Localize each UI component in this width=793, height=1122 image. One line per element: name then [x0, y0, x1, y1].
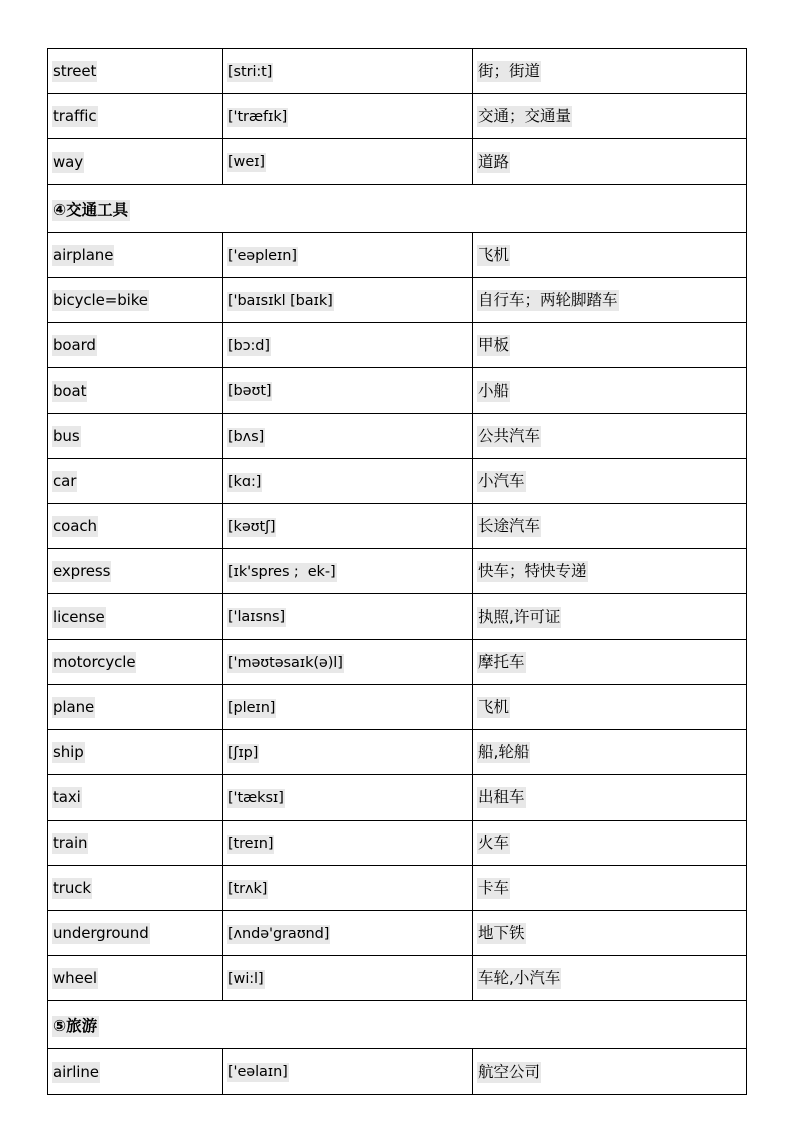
meaning-value: 道路 — [478, 152, 510, 171]
table-row — [48, 139, 747, 184]
phonetic-cell — [223, 956, 473, 1001]
meaning-value: 小汽车 — [478, 471, 525, 490]
word-cell — [48, 820, 223, 865]
section-header-cell — [48, 1001, 747, 1049]
word-cell-inner — [48, 956, 222, 1000]
meaning-cell — [473, 458, 747, 503]
word-cell-inner — [48, 866, 222, 910]
meaning-cell — [473, 910, 747, 955]
word-cell — [48, 910, 223, 955]
word-cell-inner — [48, 233, 222, 277]
phonetic-cell — [223, 1049, 473, 1094]
phonetic-cell — [223, 277, 473, 322]
phonetic-cell — [223, 413, 473, 458]
meaning-cell-inner — [473, 595, 746, 639]
meaning-value: 飞机 — [478, 245, 510, 264]
word-value: plane — [53, 698, 95, 717]
word-value: ship — [53, 743, 84, 762]
phonetic-value: [bɔ:d] — [228, 338, 270, 355]
word-value: wheel — [53, 969, 97, 988]
phonetic-value: [stri:t] — [228, 64, 273, 80]
word-value: airplane — [53, 245, 114, 264]
phonetic-value: [weɪ] — [228, 154, 265, 171]
word-cell-inner — [48, 730, 222, 774]
meaning-cell — [473, 94, 747, 139]
meaning-value: 街；街道 — [478, 62, 541, 81]
vocabulary-table-body — [48, 49, 747, 1095]
meaning-cell — [473, 503, 747, 548]
table-row — [48, 820, 747, 865]
word-value: express — [53, 562, 111, 581]
phonetic-value: [pleɪn] — [228, 699, 276, 716]
word-cell — [48, 730, 223, 775]
meaning-cell — [473, 139, 747, 184]
meaning-value: 船,轮船 — [478, 743, 530, 762]
phonetic-cell-inner — [223, 730, 472, 774]
phonetic-cell-inner — [223, 1049, 472, 1093]
word-cell — [48, 956, 223, 1001]
word-value: bus — [53, 426, 80, 445]
meaning-value: 自行车；两轮脚踏车 — [478, 291, 618, 310]
phonetic-value: [ʃɪp] — [228, 745, 259, 762]
meaning-value: 公共汽车 — [478, 426, 541, 445]
meaning-cell — [473, 956, 747, 1001]
meaning-cell — [473, 594, 747, 639]
phonetic-cell — [223, 94, 473, 139]
word-cell-inner — [48, 49, 222, 93]
phonetic-cell-inner — [223, 94, 472, 138]
meaning-cell-inner — [473, 278, 746, 322]
word-cell — [48, 458, 223, 503]
phonetic-cell — [223, 368, 473, 413]
meaning-cell — [473, 820, 747, 865]
phonetic-cell-inner — [223, 775, 472, 819]
meaning-value: 交通；交通量 — [478, 107, 572, 126]
table-row — [48, 865, 747, 910]
word-value: underground — [53, 924, 149, 943]
table-row — [48, 775, 747, 820]
phonetic-cell — [223, 49, 473, 94]
meaning-cell-inner — [473, 775, 746, 819]
word-value: taxi — [53, 788, 81, 807]
table-row — [48, 684, 747, 729]
table-row — [48, 549, 747, 594]
word-value: board — [53, 336, 96, 355]
meaning-cell-inner — [473, 459, 746, 503]
meaning-value: 出租车 — [478, 788, 525, 807]
section-header-row — [48, 1001, 747, 1049]
phonetic-cell — [223, 549, 473, 594]
word-cell — [48, 639, 223, 684]
meaning-cell-inner — [473, 866, 746, 910]
phonetic-value: [ɪk'spres ; ek-] — [228, 564, 336, 581]
word-value: motorcycle — [53, 652, 136, 671]
table-row — [48, 232, 747, 277]
table-row — [48, 94, 747, 139]
meaning-cell-inner — [473, 549, 746, 593]
word-cell-inner — [48, 459, 222, 503]
meaning-value: 车轮,小汽车 — [478, 969, 561, 988]
phonetic-value: [ʌndə'graʊnd] — [228, 925, 330, 942]
meaning-cell-inner — [473, 911, 746, 955]
phonetic-value: [wi:l] — [228, 971, 264, 988]
meaning-value: 长途汽车 — [478, 517, 541, 536]
phonetic-cell — [223, 458, 473, 503]
word-cell — [48, 368, 223, 413]
phonetic-cell-inner — [223, 685, 472, 729]
word-cell — [48, 139, 223, 184]
word-value: truck — [53, 878, 91, 897]
phonetic-cell — [223, 820, 473, 865]
phonetic-value: ['baɪsɪkl [baɪk] — [228, 292, 333, 309]
phonetic-value: ['træfɪk] — [228, 109, 288, 126]
phonetic-cell — [223, 684, 473, 729]
word-cell-inner — [48, 369, 222, 413]
word-cell — [48, 277, 223, 322]
meaning-cell-inner — [473, 730, 746, 774]
meaning-cell-inner — [473, 369, 746, 413]
table-row — [48, 910, 747, 955]
phonetic-cell-inner — [223, 368, 472, 412]
phonetic-cell — [223, 775, 473, 820]
meaning-cell — [473, 323, 747, 368]
phonetic-value: ['eəpleɪn] — [228, 247, 297, 264]
phonetic-cell-inner — [223, 911, 472, 955]
meaning-cell-inner — [473, 821, 746, 865]
word-cell-inner — [48, 94, 222, 138]
meaning-cell-inner — [473, 640, 746, 684]
table-row — [48, 323, 747, 368]
meaning-value: 地下铁 — [478, 924, 525, 943]
meaning-cell — [473, 639, 747, 684]
meaning-cell — [473, 232, 747, 277]
word-cell-inner — [48, 685, 222, 729]
word-cell-inner — [48, 504, 222, 548]
phonetic-value: [bəʊt] — [228, 383, 272, 400]
word-cell — [48, 94, 223, 139]
word-cell-inner — [48, 640, 222, 684]
meaning-value: 火车 — [478, 833, 510, 852]
section-header-inner — [48, 185, 746, 232]
meaning-cell-inner — [473, 49, 746, 93]
meaning-cell-inner — [473, 414, 746, 458]
section-header-cell — [48, 184, 747, 232]
word-value: airline — [53, 1062, 99, 1081]
meaning-value: 甲板 — [478, 336, 510, 355]
meaning-value: 快车；特快专递 — [478, 562, 587, 581]
phonetic-cell-inner — [223, 278, 472, 322]
meaning-cell — [473, 775, 747, 820]
meaning-cell — [473, 413, 747, 458]
phonetic-cell-inner — [223, 233, 472, 277]
meaning-value: 卡车 — [478, 878, 510, 897]
meaning-cell — [473, 49, 747, 94]
phonetic-value: [treɪn] — [228, 835, 274, 852]
meaning-value: 航空公司 — [478, 1062, 541, 1081]
meaning-cell — [473, 1049, 747, 1094]
word-cell-inner — [48, 595, 222, 639]
phonetic-value: ['məʊtəsaɪk(ə)l] — [228, 654, 343, 671]
phonetic-value: [kəʊtʃ] — [228, 518, 276, 535]
table-row — [48, 458, 747, 503]
meaning-value: 小船 — [478, 381, 510, 400]
word-value: traffic — [53, 107, 97, 126]
word-cell-inner — [48, 549, 222, 593]
meaning-cell-inner — [473, 956, 746, 1000]
meaning-cell — [473, 684, 747, 729]
table-row — [48, 639, 747, 684]
word-cell-inner — [48, 911, 222, 955]
word-cell — [48, 594, 223, 639]
table-row — [48, 277, 747, 322]
word-cell — [48, 1049, 223, 1094]
word-cell-inner — [48, 1050, 222, 1094]
word-cell-inner — [48, 278, 222, 322]
phonetic-cell — [223, 232, 473, 277]
section-title: ⑤旅游 — [53, 1017, 98, 1036]
word-value: street — [53, 62, 97, 81]
word-value: train — [53, 833, 88, 852]
vocabulary-table — [47, 48, 747, 1095]
phonetic-cell-inner — [223, 956, 472, 1000]
phonetic-cell-inner — [223, 594, 472, 638]
word-cell — [48, 684, 223, 729]
meaning-cell-inner — [473, 685, 746, 729]
phonetic-cell — [223, 323, 473, 368]
meaning-cell-inner — [473, 323, 746, 367]
table-row — [48, 956, 747, 1001]
phonetic-cell — [223, 594, 473, 639]
phonetic-cell — [223, 730, 473, 775]
phonetic-value: ['laɪsns] — [228, 609, 286, 626]
table-row — [48, 49, 747, 94]
meaning-cell — [473, 549, 747, 594]
phonetic-cell-inner — [223, 640, 472, 684]
word-value: bicycle=bike — [53, 291, 148, 310]
word-cell-inner — [48, 140, 222, 184]
word-value: license — [53, 607, 105, 626]
word-cell — [48, 232, 223, 277]
word-cell — [48, 865, 223, 910]
meaning-cell — [473, 730, 747, 775]
phonetic-value: [trʌk] — [228, 880, 268, 897]
section-header-row — [48, 184, 747, 232]
word-value: car — [53, 471, 77, 490]
word-cell — [48, 503, 223, 548]
table-row — [48, 1049, 747, 1094]
word-value: boat — [53, 381, 87, 400]
meaning-cell-inner — [473, 1050, 746, 1094]
word-cell-inner — [48, 323, 222, 367]
meaning-cell — [473, 865, 747, 910]
phonetic-cell — [223, 139, 473, 184]
phonetic-value: [kɑ:] — [228, 473, 262, 490]
phonetic-cell-inner — [223, 549, 472, 593]
word-cell-inner — [48, 775, 222, 819]
phonetic-value: ['eəlaɪn] — [228, 1064, 288, 1081]
table-row — [48, 413, 747, 458]
phonetic-cell-inner — [223, 323, 472, 367]
meaning-value: 摩托车 — [478, 652, 525, 671]
phonetic-cell-inner — [223, 821, 472, 865]
word-value: way — [53, 152, 84, 171]
phonetic-cell-inner — [223, 866, 472, 910]
table-row — [48, 730, 747, 775]
word-cell — [48, 549, 223, 594]
word-cell-inner — [48, 414, 222, 458]
phonetic-cell — [223, 639, 473, 684]
meaning-cell-inner — [473, 94, 746, 138]
meaning-cell — [473, 277, 747, 322]
meaning-cell-inner — [473, 233, 746, 277]
meaning-cell-inner — [473, 140, 746, 184]
word-cell — [48, 775, 223, 820]
word-cell — [48, 323, 223, 368]
word-cell — [48, 413, 223, 458]
section-title: ④交通工具 — [53, 200, 129, 219]
table-row — [48, 368, 747, 413]
phonetic-cell — [223, 910, 473, 955]
word-value: coach — [53, 517, 97, 536]
phonetic-value: ['tæksɪ] — [228, 790, 284, 807]
phonetic-cell-inner — [223, 414, 472, 458]
phonetic-cell-inner — [223, 504, 472, 548]
word-cell — [48, 49, 223, 94]
meaning-cell — [473, 368, 747, 413]
phonetic-cell-inner — [223, 139, 472, 183]
phonetic-cell — [223, 503, 473, 548]
phonetic-cell-inner — [223, 459, 472, 503]
meaning-value: 飞机 — [478, 698, 510, 717]
phonetic-cell-inner — [223, 49, 472, 93]
word-cell-inner — [48, 821, 222, 865]
meaning-cell-inner — [473, 504, 746, 548]
table-row — [48, 594, 747, 639]
section-header-inner — [48, 1001, 746, 1048]
meaning-value: 执照,许可证 — [478, 607, 561, 626]
table-row — [48, 503, 747, 548]
phonetic-value: [bʌs] — [228, 428, 265, 445]
phonetic-cell — [223, 865, 473, 910]
